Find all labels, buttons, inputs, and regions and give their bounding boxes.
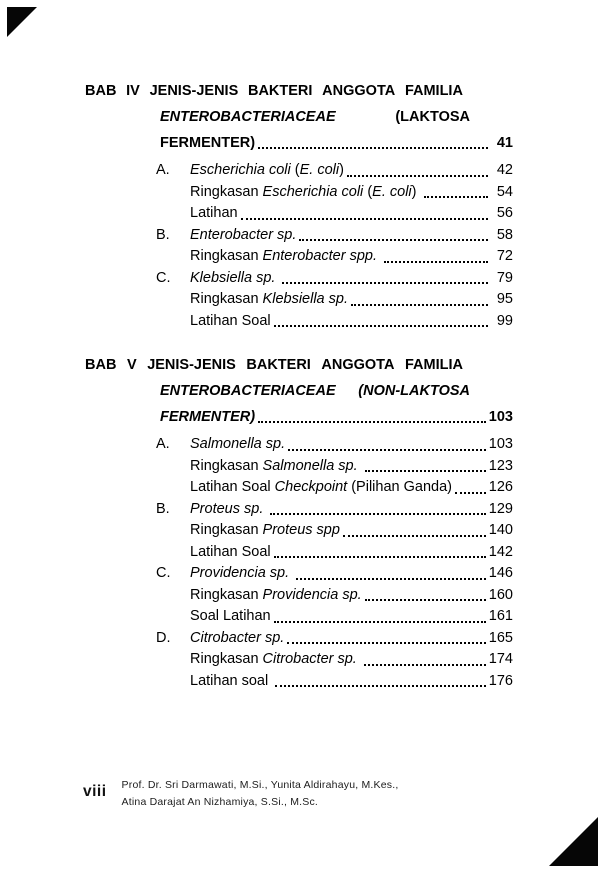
- chapter-title-run: (LAKTOSA: [395, 109, 470, 125]
- entry-page-number: 123: [488, 457, 513, 474]
- entry-page-number: 54: [496, 183, 513, 200]
- entry-letter: [156, 606, 190, 628]
- dot-leader: [364, 664, 486, 666]
- chapter-title-word: JENIS-JENIS: [147, 357, 236, 373]
- toc-entry: [156, 434, 513, 456]
- dot-leader: [424, 196, 488, 198]
- toc-entry: [156, 563, 513, 585]
- entry-title-run: ): [339, 162, 344, 178]
- chapter-heading-line2: [160, 378, 513, 404]
- entry-title: [190, 289, 348, 311]
- page-footer: [83, 777, 398, 811]
- dot-leader: [343, 535, 486, 537]
- entry-title-run: Providencia sp.: [262, 586, 362, 603]
- entry-letter: [156, 671, 190, 693]
- entry-letter: [156, 182, 190, 204]
- corner-triangle-bottom-right: [549, 817, 598, 866]
- entry-title: [190, 542, 271, 564]
- entry-title-run: Soal Latihan: [190, 608, 271, 624]
- entry-letter: A.: [156, 436, 170, 452]
- dot-leader: [299, 239, 488, 241]
- entry-page-number: 160: [488, 586, 513, 603]
- toc-entry: [156, 160, 513, 182]
- dot-leader: [287, 642, 486, 644]
- toc-entry: [156, 520, 513, 542]
- entry-page-number: 56: [496, 205, 513, 221]
- entry-title-run: Ringkasan: [190, 248, 263, 264]
- entry-title-run: Ringkasan: [190, 457, 263, 474]
- toc-entry: [156, 182, 513, 204]
- entry-title-run: Enterobacter sp.: [190, 226, 297, 243]
- entry-page-number: 165: [488, 629, 513, 646]
- dot-leader: [270, 513, 485, 515]
- entry-letter: D.: [156, 629, 171, 646]
- entry-page-number: 126: [488, 479, 513, 495]
- toc-entry: [156, 671, 513, 693]
- entry-letter: [156, 289, 190, 311]
- entry-title-run: Klebsiella sp.: [262, 291, 348, 307]
- entry-title-run: Citrobacter sp.: [262, 651, 361, 667]
- chapter-title-run: (NON-LAKTOSA: [358, 383, 470, 399]
- toc-entry: [156, 477, 513, 499]
- entry-title-run: Escherichia coli: [262, 183, 364, 200]
- entry-title: [190, 606, 271, 628]
- chapter-heading: [85, 78, 513, 156]
- entry-page-number: 103: [488, 436, 513, 452]
- entry-page-number: 58: [496, 226, 513, 243]
- entry-title-run: Latihan Soal: [190, 312, 271, 329]
- footer-authors: [122, 777, 399, 811]
- chapter-heading-line3: [160, 404, 513, 430]
- chapter-page-number: 103: [488, 409, 513, 425]
- entry-title: [190, 225, 296, 247]
- chapter-numeral: IV: [126, 83, 140, 99]
- entry-page-number: 99: [496, 312, 513, 329]
- chapter-heading-line2: [160, 104, 513, 130]
- entry-title-run: Ringkasan: [190, 291, 263, 307]
- dot-leader: [455, 492, 486, 494]
- dot-leader: [282, 282, 488, 284]
- entry-page-number: 146: [488, 565, 513, 581]
- entry-page-number: 176: [488, 672, 513, 689]
- entry-title-run: E. coli: [372, 183, 412, 200]
- entry-title: [190, 182, 421, 204]
- chapter-heading-line1: [85, 352, 513, 378]
- entry-title-run: Latihan soal: [190, 672, 273, 689]
- corner-triangle-top-left: [7, 7, 37, 37]
- entry-letter: [156, 311, 190, 333]
- entry-title-run: Escherichia coli: [190, 162, 291, 178]
- chapter-heading-line3: [160, 130, 513, 156]
- dot-leader: [351, 304, 488, 306]
- chapter-heading-line1: [85, 78, 513, 104]
- entry-title: [190, 246, 381, 268]
- entry-title-run: Proteus spp: [262, 522, 340, 538]
- entry-title-run: Citrobacter sp.: [190, 629, 285, 646]
- toc-entry: [156, 311, 513, 333]
- entry-letter: B.: [156, 500, 170, 517]
- chapter-title-run: ENTEROBACTERIACEAE: [160, 383, 336, 399]
- dot-leader: [274, 621, 486, 623]
- entry-page-number: 129: [488, 500, 513, 517]
- entry-title-run: Ringkasan: [190, 183, 263, 200]
- toc-entry: [156, 542, 513, 564]
- entry-title-run: (: [290, 162, 300, 178]
- chapter-title-run: ENTEROBACTERIACEAE: [160, 109, 336, 125]
- entry-title-run: Enterobacter spp.: [262, 248, 382, 264]
- entry-title: [190, 649, 361, 671]
- toc-entry: [156, 456, 513, 478]
- toc-entry: [156, 585, 513, 607]
- chapter-entries: [156, 160, 513, 332]
- entry-letter: C.: [156, 565, 171, 581]
- footer-authors-line1: Prof. Dr. Sri Darmawati, M.Si., Yunita Aldirahayu, M.Kes.,: [121, 779, 399, 791]
- footer-authors-line2: Atina Darajat An Nizhamiya, S.Si., M.Sc.: [121, 796, 319, 808]
- toc-entry: [156, 203, 513, 225]
- dot-leader: [384, 261, 488, 263]
- entry-title: [190, 477, 452, 499]
- entry-title: [190, 456, 362, 478]
- chapter-title-word: ANGGOTA: [322, 83, 396, 99]
- dot-leader: [296, 578, 486, 580]
- entry-title: [190, 434, 285, 456]
- toc-entry: [156, 268, 513, 290]
- chapter-label: BAB: [85, 357, 117, 373]
- entry-title-run: Latihan Soal: [190, 479, 275, 495]
- entry-title-run: Ringkasan: [190, 651, 263, 667]
- chapter-title-word: ANGGOTA: [321, 357, 395, 373]
- chapter-page-number: 41: [496, 135, 513, 151]
- entry-page-number: 95: [496, 291, 513, 307]
- entry-letter: [156, 477, 190, 499]
- entry-title: [190, 268, 279, 290]
- chapter-numeral: V: [126, 357, 137, 373]
- chapter-label: BAB: [85, 83, 117, 99]
- chapter-heading: [85, 352, 513, 430]
- dot-leader: [241, 218, 488, 220]
- entry-page-number: 42: [496, 162, 513, 178]
- toc-entry: [156, 246, 513, 268]
- toc-entry: [156, 649, 513, 671]
- dot-leader: [274, 325, 488, 327]
- entry-title: [190, 203, 238, 225]
- entry-letter: A.: [156, 162, 170, 178]
- chapter-title-word: JENIS-JENIS: [149, 83, 239, 99]
- entry-page-number: 142: [488, 543, 513, 560]
- entry-title-run: Ringkasan: [190, 522, 263, 538]
- chapter-title-word: FAMILIA: [404, 83, 463, 99]
- dot-leader: [274, 556, 486, 558]
- entry-title-run: Latihan Soal: [190, 543, 271, 560]
- entry-title-run: E. coli: [299, 162, 340, 178]
- entry-title-run: Salmonella sp.: [262, 457, 362, 474]
- entry-title: [190, 585, 362, 607]
- toc-entry: [156, 289, 513, 311]
- entry-title-run: ): [411, 183, 421, 200]
- entry-letter: [156, 649, 190, 671]
- chapter-title-word: FAMILIA: [404, 357, 463, 373]
- chapter-title-word: BAKTERI: [246, 357, 311, 373]
- entry-page-number: 79: [496, 269, 513, 286]
- entry-title-run: Ringkasan: [190, 586, 263, 603]
- entry-title-run: Providencia sp.: [190, 565, 294, 581]
- entry-page-number: 140: [488, 522, 513, 538]
- chapter-title-word: BAKTERI: [247, 83, 313, 99]
- toc-entry: [156, 499, 513, 521]
- toc-entry: [156, 628, 513, 650]
- entry-title: [190, 563, 293, 585]
- entry-title: [190, 671, 272, 693]
- entry-title-run: (Pilihan Ganda): [347, 479, 452, 495]
- dot-leader: [258, 147, 488, 149]
- entry-title-run: Latihan: [190, 205, 238, 221]
- dot-leader: [365, 470, 486, 472]
- page-number: viii: [83, 783, 107, 800]
- dot-leader: [258, 421, 486, 423]
- dot-leader: [365, 599, 486, 601]
- chapter-title-run: FERMENTER): [160, 409, 256, 425]
- entry-letter: [156, 542, 190, 564]
- dot-leader: [288, 449, 486, 451]
- entry-title-run: (: [363, 183, 373, 200]
- entry-title: [190, 499, 267, 521]
- chapter-title-run: FERMENTER): [160, 135, 256, 151]
- entry-letter: C.: [156, 269, 171, 286]
- toc-entry: [156, 606, 513, 628]
- entry-title: [190, 520, 340, 542]
- entry-title-run: Klebsiella sp.: [190, 269, 280, 286]
- entry-letter: B.: [156, 226, 170, 243]
- entry-letter: [156, 585, 190, 607]
- entry-letter: [156, 456, 190, 478]
- entry-title-run: Checkpoint: [274, 479, 348, 495]
- entry-page-number: 161: [488, 608, 513, 624]
- entry-letter: [156, 520, 190, 542]
- table-of-contents: [85, 78, 513, 692]
- entry-title: [190, 311, 271, 333]
- entry-title: [190, 160, 344, 182]
- entry-page-number: 174: [488, 651, 513, 667]
- entry-letter: [156, 203, 190, 225]
- dot-leader: [347, 175, 488, 177]
- entry-title-run: Proteus sp.: [190, 500, 268, 517]
- dot-leader: [275, 685, 486, 687]
- entry-title: [190, 628, 284, 650]
- entry-page-number: 72: [496, 248, 513, 264]
- entry-letter: [156, 246, 190, 268]
- toc-entry: [156, 225, 513, 247]
- chapter-entries: [156, 434, 513, 692]
- entry-title-run: Salmonella sp.: [190, 436, 286, 452]
